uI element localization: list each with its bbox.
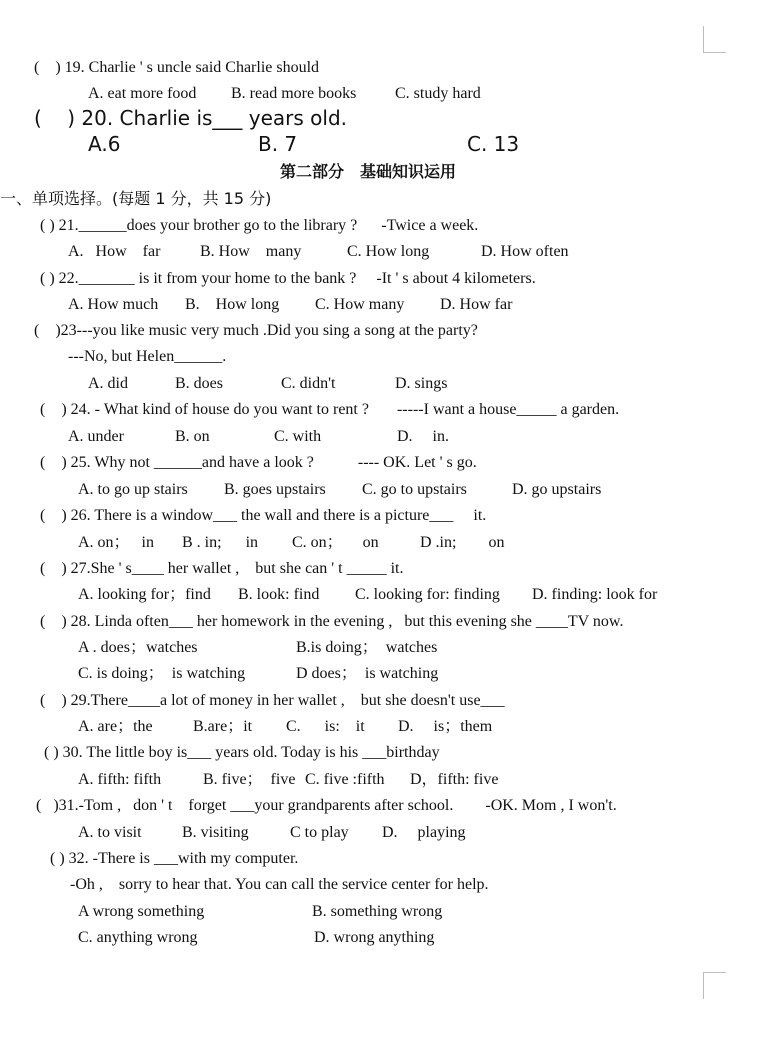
question-21-option-c: C. How long	[347, 243, 430, 260]
question-22-stem: ( ) 22._______ is it from your home to the bank ? -It ' s about 4 kilometers.	[40, 270, 536, 287]
question-29-option-d: D. is；them	[398, 718, 493, 735]
question-30-stem: ( ) 30. The little boy is___ years old. Today is his ___birthday	[44, 744, 440, 761]
question-30-option-b: B. five； five	[203, 771, 296, 788]
part-two-title: 第二部分 基础知识运用	[280, 162, 457, 181]
question-23-reply: ---No, but Helen______.	[68, 348, 227, 365]
question-28-option-c: C. is doing； is watching	[78, 665, 246, 682]
question-26-option-c: C. on； on	[292, 534, 379, 551]
question-31-option-c: C to play	[290, 824, 349, 841]
question-19-stem: ( ) 19. Charlie ' s uncle said Charlie should	[34, 59, 320, 76]
question-25-option-a: A. to go up stairs	[78, 481, 188, 498]
question-32-stem: ( ) 32. -There is ___with my computer.	[50, 850, 299, 867]
question-21-stem: ( ) 21.______does your brother go to the library ? -Twice a week.	[40, 217, 479, 234]
question-27-stem: ( ) 27.She ' s____ her wallet , but she can ' t _____ it.	[40, 560, 404, 577]
question-32-option-b: B. something wrong	[312, 903, 443, 920]
question-23-option-c: C. didn't	[281, 375, 336, 392]
page-corner-mark-top	[703, 26, 726, 53]
question-27-option-d: D. finding: look for	[532, 586, 658, 603]
question-20-option-b: B. 7	[258, 132, 298, 156]
question-22-option-a: A. How much	[68, 296, 159, 313]
question-28-option-a: A . does；watches	[78, 639, 198, 656]
question-32-option-a: A wrong something	[78, 903, 205, 920]
question-20-option-a: A.6	[88, 132, 121, 156]
question-20-stem: ( ) 20. Charlie is___ years old.	[34, 106, 348, 130]
question-19-option-c: C. study hard	[395, 85, 481, 102]
question-28-option-d: D does； is watching	[296, 665, 439, 682]
question-19-option-a: A. eat more food	[88, 85, 197, 102]
question-27-option-b: B. look: find	[238, 586, 320, 603]
question-30-option-a: A. fifth: fifth	[78, 771, 162, 788]
question-26-option-b: B . in; in	[182, 534, 259, 551]
question-23-stem: ( )23---you like music very much .Did you sing a song at the party?	[34, 322, 478, 339]
question-26-option-d: D .in; on	[420, 534, 505, 551]
question-32-option-d: D. wrong anything	[314, 929, 435, 946]
question-24-option-c: C. with	[274, 428, 322, 445]
question-19-option-b: B. read more books	[231, 85, 357, 102]
question-25-option-c: C. go to upstairs	[362, 481, 467, 498]
question-27-option-a: A. looking for；find	[78, 586, 211, 603]
question-31-option-a: A. to visit	[78, 824, 142, 841]
section-one-title: 一、单项选择。(每题 1 分，共 15 分)	[0, 189, 272, 208]
page-corner-mark-bottom	[703, 972, 726, 999]
question-29-stem: ( ) 29.There____a lot of money in her wallet , but she doesn't use___	[40, 692, 505, 709]
question-26-option-a: A. on； in	[78, 534, 155, 551]
question-29-option-b: B.are；it	[193, 718, 253, 735]
question-31-stem: ( )31.-Tom , don ' t forget ___your grandparents after school. -OK. Mom , I won't.	[36, 797, 617, 814]
question-26-stem: ( ) 26. There is a window___ the wall and there is a picture___ it.	[40, 507, 487, 524]
question-23-option-b: B. does	[175, 375, 223, 392]
question-31-option-d: D. playing	[382, 824, 466, 841]
question-24-option-a: A. under	[68, 428, 124, 445]
question-28-stem: ( ) 28. Linda often___ her homework in the evening , but this evening she ____TV now.	[40, 613, 624, 630]
question-22-option-c: C. How many	[315, 296, 405, 313]
question-22-option-d: D. How far	[440, 296, 513, 313]
question-29-option-a: A. are；the	[78, 718, 153, 735]
question-32-reply: -Oh , sorry to hear that. You can call the service center for help.	[70, 876, 489, 893]
question-30-option-c: C. five :fifth	[305, 771, 385, 788]
question-24-option-b: B. on	[175, 428, 210, 445]
question-25-option-b: B. goes upstairs	[224, 481, 326, 498]
question-24-option-d: D. in.	[397, 428, 449, 445]
question-30-option-d: D，fifth: five	[410, 771, 499, 788]
question-32-option-c: C. anything wrong	[78, 929, 198, 946]
question-20-option-c: C. 13	[467, 132, 520, 156]
question-24-stem: ( ) 24. - What kind of house do you want to rent ? -----I want a house_____ a garden.	[40, 401, 620, 418]
question-29-option-c: C. is: it	[286, 718, 365, 735]
question-28-option-b: B.is doing； watches	[296, 639, 438, 656]
question-21-option-a: A. How far	[68, 243, 161, 260]
question-21-option-b: B. How many	[200, 243, 302, 260]
question-27-option-c: C. looking for: finding	[355, 586, 500, 603]
question-25-option-d: D. go upstairs	[512, 481, 602, 498]
question-25-stem: ( ) 25. Why not ______and have a look ? ---- OK. Let ' s go.	[40, 454, 477, 471]
question-22-option-b: B. How long	[185, 296, 280, 313]
question-31-option-b: B. visiting	[182, 824, 249, 841]
question-23-option-a: A. did	[88, 375, 128, 392]
question-23-option-d: D. sings	[395, 375, 448, 392]
question-21-option-d: D. How often	[481, 243, 569, 260]
